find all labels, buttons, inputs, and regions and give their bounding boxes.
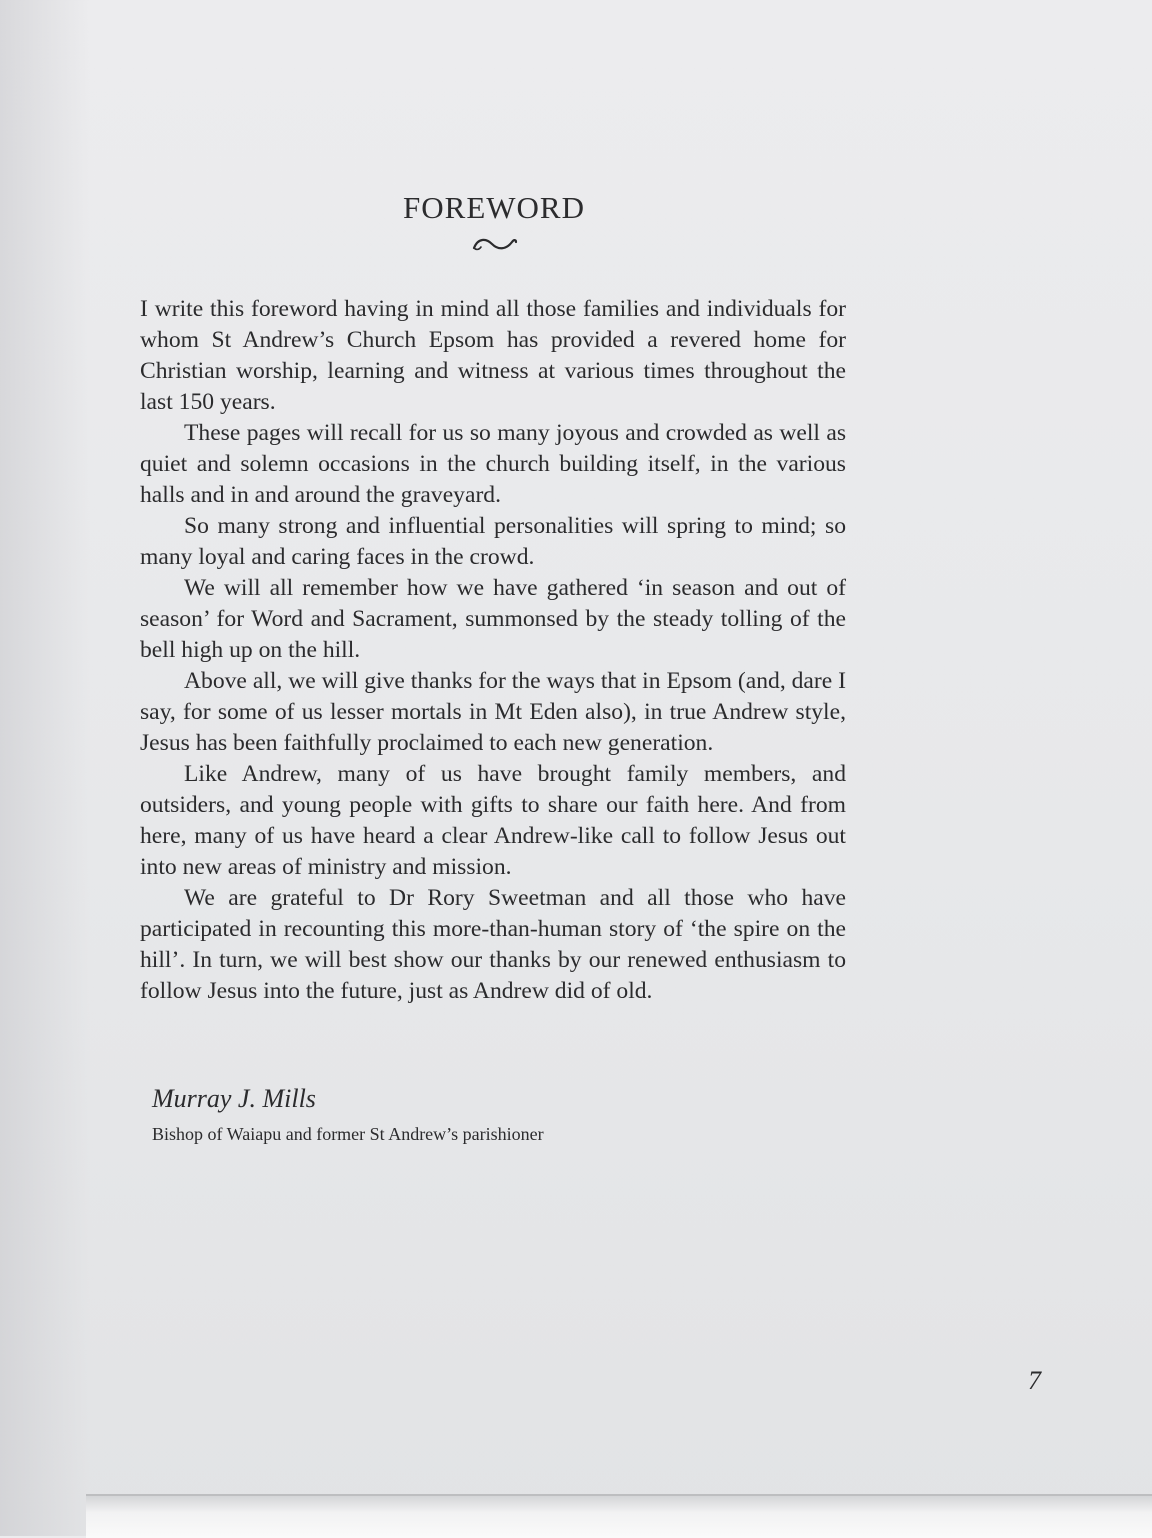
paragraph: I write this foreword having in mind all those families and individuals for whom St Andrew’s Church Epsom has provided a revered home for Christian worship, learning and witness at various times throughout the last 150 years. xyxy=(140,296,846,415)
paragraph: So many strong and influential personalities will spring to mind; so many loyal and caring faces in the crowd. xyxy=(140,513,846,570)
paragraph: Like Andrew, many of us have brought family members, and outsiders, and young people with gifts to share our faith here. And from here, many of us have heard a clear Andrew-like call to follow Jesus out into new areas of ministry and mission. xyxy=(140,761,846,880)
paragraph: These pages will recall for us so many joyous and crowded as well as quiet and solemn occasions in the church building itself, in the various halls and in and around the graveyard. xyxy=(140,420,846,508)
signature-name: Murray J. Mills xyxy=(152,1084,316,1113)
paragraph: Above all, we will give thanks for the ways that in Epsom (and, dare I say, for some of us lesser mortals in Mt Eden also), in true Andrew style, Jesus has been faithfully proclaimed to each new generation. xyxy=(140,668,846,756)
paragraph: We are grateful to Dr Rory Sweetman and all those who have participated in recounting this more-than-human story of ‘the spire on the hill’. In turn, we will best show our thanks by our renewed enthusiasm to follow Jesus into the future, just as Andrew did of old. xyxy=(140,885,846,1004)
page-title: FOREWORD xyxy=(403,190,585,225)
signature-title: Bishop of Waiapu and former St Andrew’s parishioner xyxy=(152,1124,544,1144)
foreword-body xyxy=(140,294,846,1007)
page-gutter-shadow xyxy=(0,0,90,1536)
page-number: 7 xyxy=(1028,1366,1041,1395)
paragraph: We will all remember how we have gathered ‘in season and out of season’ for Word and Sacrament, summonsed by the steady tolling of the bell high up on the hill. xyxy=(140,575,846,663)
page-bottom-edge xyxy=(86,1494,1152,1538)
swash-ornament-icon xyxy=(470,232,520,256)
